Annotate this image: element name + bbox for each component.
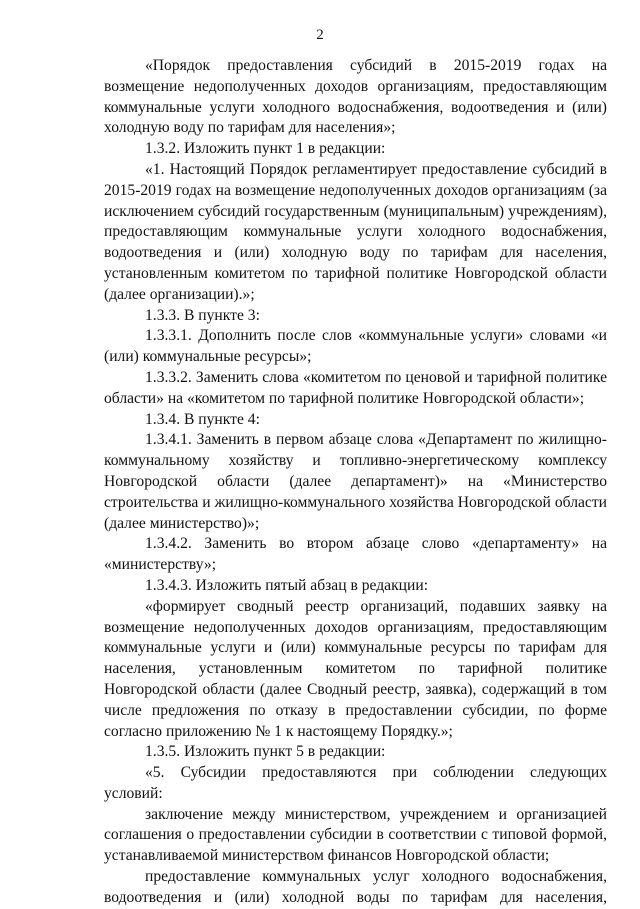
paragraph: 1.3.4.2. Заменить во втором абзаце слово «департаменту» на «министерству»; — [104, 535, 607, 574]
paragraph: «формирует сводный реестр организаций, подавших заявку на возмещение недополученных доходов организациям, предоставляющим коммунальные услуги и (или) коммунальные ресурсы по тарифам для населения, установленным комитетом по тарифной политике Новгородской области (далее Сводный реестр, заявка), содержащий в том числе предложения по отказу в предоставлении субсидии, по форме согласно приложению № 1 к настоящему Порядку.»; — [104, 597, 607, 740]
document-body — [104, 56, 607, 909]
paragraph: 1.3.4. В пункте 4: — [145, 410, 260, 428]
paragraph: «1. Настоящий Порядок регламентирует предоставление субсидий в 2015-2019 годах на возмещение недополученных доходов организациям (за исключением субсидий государственным (муниципальным) учреждениям), предоставляющим коммунальные услуги холодного водоснабжения, водоотведения и (или) холодную воду по тарифам для населения, установленным комитетом по тарифной политике Новгородской области (далее организации).»; — [104, 160, 607, 303]
paragraph: 1.3.3. В пункте 3: — [145, 306, 260, 324]
page-number: 2 — [316, 27, 324, 43]
paragraph: 1.3.2. Изложить пункт 1 в редакции: — [145, 140, 386, 158]
paragraph: 1.3.3.1. Дополнить после слов «коммунальные услуги» словами «и (или) коммунальные ресурсы»; — [104, 327, 607, 366]
paragraph: 1.3.4.3. Изложить пятый абзац в редакции: — [145, 576, 429, 594]
paragraph: 1.3.5. Изложить пункт 5 в редакции: — [145, 743, 386, 761]
paragraph: 1.3.4.1. Заменить в первом абзаце слова «Департамент по жилищно-коммунальному хозяйству и топливно-энергетическому комплексу Новгородской области (далее департамент)» на «Министерство строительства и жилищно-коммунального хозяйства Новгородской области (далее министерство)»; — [104, 431, 607, 532]
paragraph: «5. Субсидии предоставляются при соблюдении следующих условий: — [104, 764, 607, 802]
paragraph: заключение между министерством, учреждением и организацией соглашения о предоставлении субсидии в соответствии с типовой формой, устанавливаемой министерством финансов Новгородской области; — [104, 805, 607, 865]
paragraph: предоставление коммунальных услуг холодного водоснабжения, водоотведения и (или) холодной воды по тарифам для населения, — [104, 868, 607, 906]
paragraph: «Порядок предоставления субсидий в 2015-2019 годах на возмещение недополученных доходов организациям, предоставляющим коммунальные услуги холодного водоснабжения, водоотведения и (или) холодную воду по тарифам для населения»; — [104, 57, 607, 137]
paragraph: 1.3.3.2. Заменить слова «комитетом по ценовой и тарифной политике области» на «комитетом по тарифной политике Новгородской области»; — [104, 368, 607, 407]
